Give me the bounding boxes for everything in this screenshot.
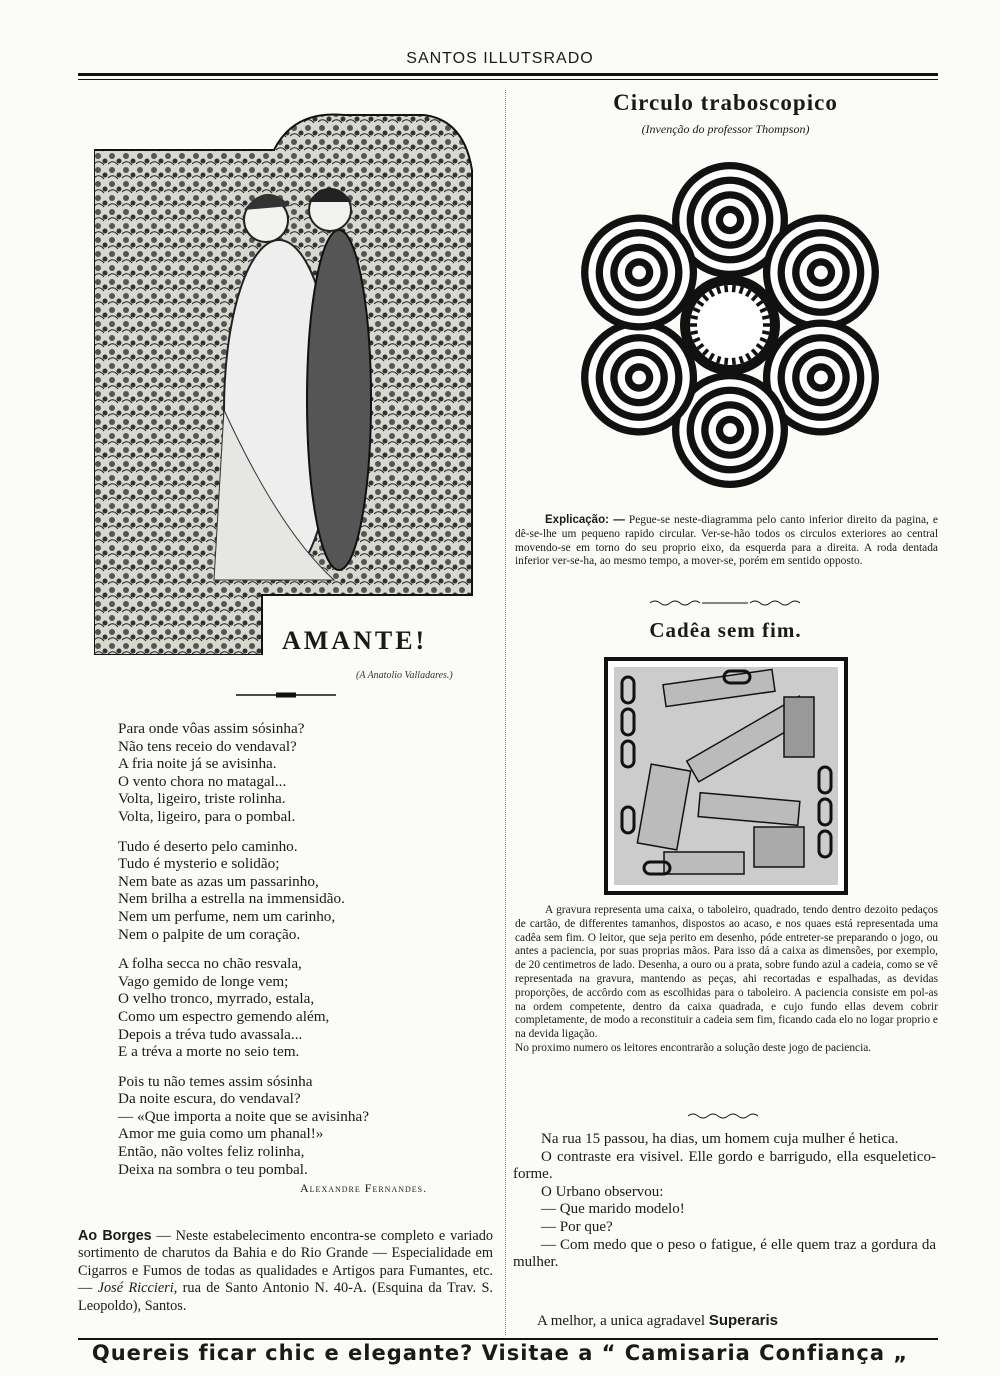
advert-text: — Neste estabelecimento encontra-se completo e variado sortimento de charutos da Bahia e do Rio Grande — Especialidade em Cigarros e Fumos de todas as qualidades e Artigos para Fumantes, etc. — <box>78 1228 493 1297</box>
camisaria-advert-footer: Quereis ficar chic e elegante? Visitae a “ Camisaria Confiança „ <box>91 1341 909 1365</box>
verse: O velho tronco, myrrado, estala, <box>118 990 315 1008</box>
verse: O vento chora no matagal... <box>118 772 287 790</box>
joke-line: — Com medo que o peso o fatigue, é elle quem traz a gordura da mulher. <box>513 1236 936 1271</box>
concentric-circle <box>763 215 879 331</box>
advert-name: Ao Borges <box>78 1228 152 1244</box>
verse: Tudo é mysterio e solidão; <box>118 855 280 873</box>
stroboscopic-circle-diagram <box>560 150 900 500</box>
verse: Volta, ligeiro, para o pombal. <box>118 807 296 825</box>
poem-title: AMANTE! <box>282 626 428 655</box>
verse: Volta, ligeiro, triste rolinha. <box>118 790 286 808</box>
joke-line: — Que marido modelo! <box>541 1201 685 1218</box>
cadea-note: No proximo numero os leitores encontrarão a solução deste jogo de paciencia. <box>515 1041 872 1054</box>
verse: Como um espectro gemendo além, <box>118 1007 330 1025</box>
explanation-text: Pegue-se neste-diagramma pelo canto inferior direito da pagina, e dê-se-lhe um pequeno rapido circular. Ver-se-hão todos os circulos exteriores ao central movendo-se em torno do seu proprio eixo, da esquerda para a direita. A roda dentada inferior ver-se-ha, ao mesmo tempo, a mover-se, porém em sentido opposto. <box>515 514 938 568</box>
joke-anecdote <box>513 1131 936 1272</box>
stanza <box>118 720 478 826</box>
verse: A fria noite já se avisinha. <box>118 755 277 773</box>
advert-address: rua de Santo Antonio N. 40-A. (Esquina da Trav. S. Leopoldo), Santos. <box>78 1280 493 1314</box>
joke-line: O contraste era visivel. Elle gordo e barrigudo, ella esqueletico-forme. <box>513 1148 936 1183</box>
stanza <box>118 1073 478 1179</box>
stanza <box>118 838 478 944</box>
poem-author: Alexandre Fernandes. <box>300 1181 428 1195</box>
verse: Pois tu não temes assim sósinha <box>118 1072 313 1090</box>
circulo-explanation <box>515 514 938 569</box>
top-rule-thin <box>78 79 938 80</box>
joke-line: Na rua 15 passou, ha dias, um homem cuja mulher é hetica. <box>541 1131 899 1147</box>
joke-line: — Por que? <box>541 1218 613 1235</box>
verse: Tudo é deserto pelo caminho. <box>118 837 298 855</box>
lovers-illustration <box>94 110 474 655</box>
concentric-circle <box>581 215 697 331</box>
superaris-brand: Superaris <box>708 1312 779 1329</box>
cadea-description <box>515 904 938 1056</box>
verse: Nem um perfume, nem um carinho, <box>118 907 336 925</box>
verse: Vago gemido de longe vem; <box>118 972 289 990</box>
masthead: SANTOS ILLUTSRADO <box>406 50 594 67</box>
superaris-text: A melhor, a unica agradavel <box>537 1313 709 1329</box>
superaris-advert <box>537 1312 778 1330</box>
wavy-divider <box>650 598 800 608</box>
column-divider <box>505 90 507 1335</box>
cadea-body: A gravura representa uma caixa, o taboleiro, quadrado, tendo dentro dezoito pedaços de cartão, de differentes tamanhos, dispostos ao acaso, e nos quaes está representada uma cadêa sem fim. O leitor, que seja perito em desenho, póde entreter-se preparando o jogo, ou antes a paciencia, por suas proprias mãos. Para isso dá a caixa as dimensões, por exemplo, de 20 centimetros de lado. Desenha, a ouro ou a prata, sobre fundo azul a cadeia, como se vê representada na gravura, mantendo as peças, ahi recortadas e espalhadas, as devidas proporções, de accôrdo com as escolhidas para o taboleiro. A paciencia consiste em pol-as na ordem competente, dentro da caixa quadrada, e cujo fundo ellas devem cobrir completamente, de modo a reconstituir a cadeia sem fim, ficando cada elo no logar proprio e na devida ligação. <box>515 904 938 1041</box>
poem-dedication: (A Anatolio Valladares.) <box>356 670 453 681</box>
top-rule <box>78 73 938 76</box>
verse: — «Que importa a noite que se avisinha? <box>118 1107 369 1125</box>
explanation-label: Explicação: — <box>545 514 625 526</box>
verse: Da noite escura, do vendaval? <box>118 1090 301 1108</box>
verse: Amor me guia como um phanal!» <box>118 1125 324 1143</box>
verse: Então, não voltes feliz rolinha, <box>118 1143 305 1161</box>
advert-owner: José Riccieri, <box>97 1280 178 1297</box>
bottom-rule <box>78 1338 938 1340</box>
concentric-circle <box>581 320 697 436</box>
verse: Nem o palpite de um coração. <box>118 925 301 943</box>
verse: E a tréva a morte no seio tem. <box>118 1043 300 1061</box>
verse: Nem bate as azas um passarinho, <box>118 872 319 890</box>
divider-ornament <box>236 692 336 698</box>
poem <box>118 720 478 1190</box>
borges-advert <box>78 1228 493 1315</box>
verse: Deixa na sombra o teu pombal. <box>118 1160 308 1178</box>
verse: Não tens receio do vendaval? <box>118 737 297 755</box>
verse: A folha secca no chão resvala, <box>118 955 302 973</box>
endless-chain-puzzle <box>604 657 848 895</box>
verse: Para onde vôas assim sósinha? <box>118 720 305 737</box>
circulo-subtitle: (Invenção do professor Thompson) <box>641 122 810 136</box>
verse: Depois a tréva tudo avassala... <box>118 1025 303 1043</box>
joke-line: O Urbano observou: <box>541 1183 664 1200</box>
circulo-title: Circulo traboscopico <box>613 90 838 115</box>
wavy-divider-small <box>688 1112 758 1120</box>
verse: Nem brilha a estrella na immensidão. <box>118 890 345 908</box>
stanza <box>118 955 478 1061</box>
cadea-title: Cadêa sem fim. <box>649 618 802 642</box>
central-toothed-wheel <box>680 275 780 375</box>
